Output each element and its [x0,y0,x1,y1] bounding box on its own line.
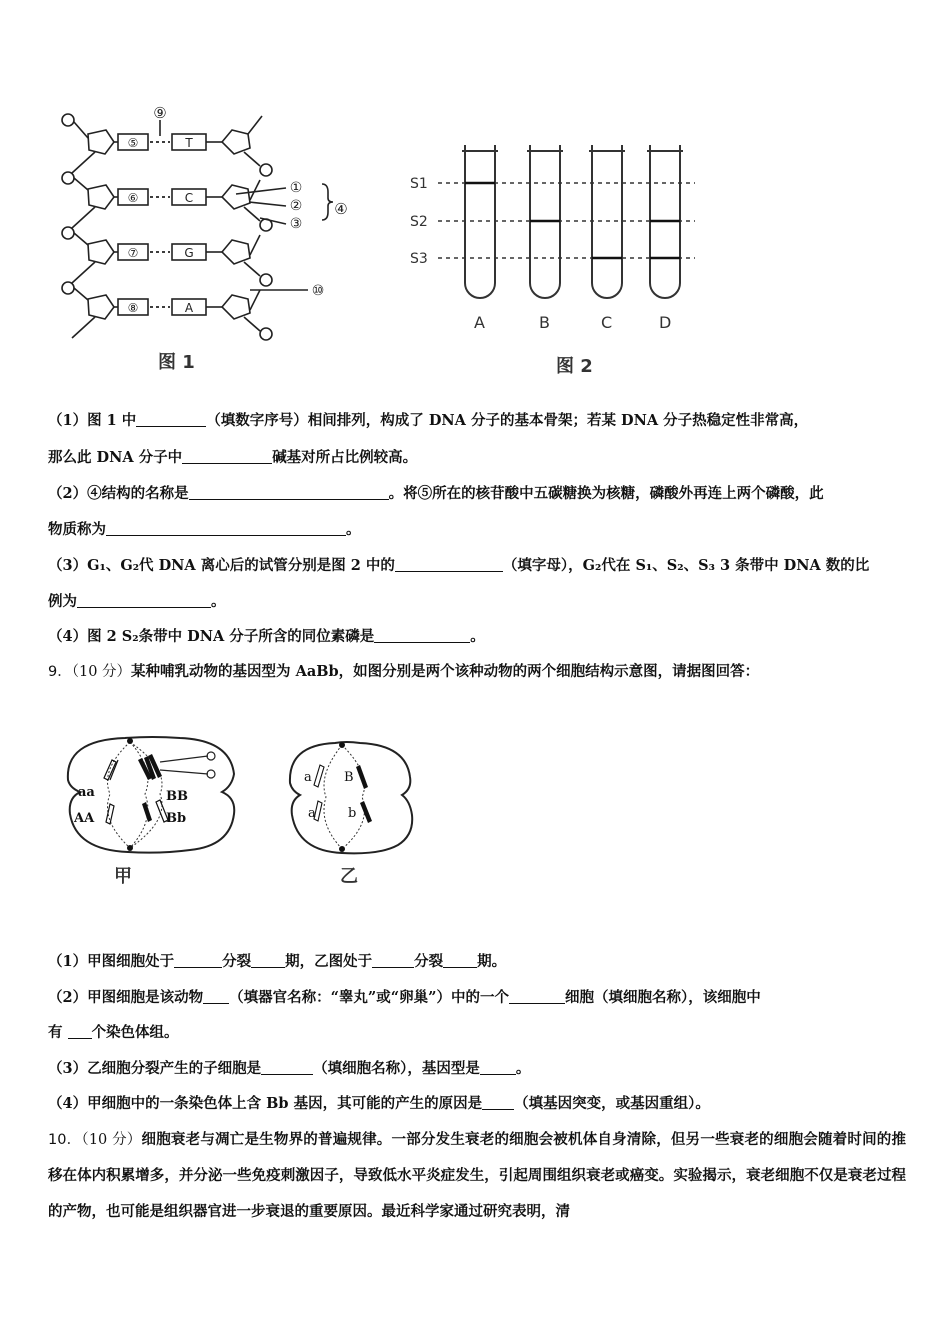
fig1-callout-4: ④ [334,200,348,218]
q9-blank-8[interactable] [261,1059,313,1075]
q9-part2-line2: 有 个染色体组。 [48,1024,179,1041]
q8-part3-line2: 例为 。 [48,593,226,610]
fig1-marker-5: ⑤ [127,136,139,150]
jia-label-bb: Bb [166,811,187,826]
q8-blank-1[interactable] [136,411,206,427]
fig1-callout-3: ③ [289,216,303,232]
fig1-callout-10: ⑩ [311,283,325,299]
q9-blank-10[interactable] [482,1094,514,1110]
yi-label-a-bottom: a [308,806,316,821]
fig1-base-t: T [185,136,193,150]
figure-2-caption: 图 2 [556,356,593,377]
q8-part1-line1: （1）图 1 中 （填数字序号）相间排列，构成了 DNA 分子的基本骨架；若某 DNA 分子热稳定性非常高， [48,412,809,429]
fig1-marker-8: ⑧ [127,301,139,315]
fig1-callout-2: ② [289,198,303,214]
q8-part1-line2: 那么此 DNA 分子中 碱基对所占比例较高。 [48,449,418,466]
figure-yi-cell [280,735,420,860]
q9-blank-5[interactable] [203,988,229,1004]
yi-label-a-top: a [304,770,312,785]
fig2-band-s3: S3 [410,251,428,267]
fig1-base-a: A [184,301,194,315]
figure-jia-cell [60,730,250,860]
fig2-tube-a: A [474,313,485,332]
figure-yi-caption: 乙 [340,866,358,887]
q8-part2-line2: 物质称为 。 [48,521,361,538]
fig1-marker-6: ⑥ [127,191,139,205]
q9-part4: （4）甲细胞中的一条染色体上含 Bb 基因，其可能的产生的原因是 （填基因突变，或基因重组）。 [48,1095,710,1112]
q8-blank-5[interactable] [395,556,503,572]
q9-blank-6[interactable] [509,988,565,1004]
q8-part2-line1: （2）④结构的名称是 。将⑤所在的核苷酸中五碳糖换为核糖，磷酸外再连上两个磷酸，此 [48,485,824,502]
q8-blank-7[interactable] [374,627,470,643]
q9-part3: （3）乙细胞分裂产生的子细胞是 （填细胞名称），基因型是 。 [48,1060,531,1077]
q9-blank-3[interactable] [372,952,414,968]
figure-1-caption: 图 1 [158,352,195,373]
q8-blank-3[interactable] [189,484,389,500]
fig2-band-s2: S2 [410,214,428,230]
q8-blank-4[interactable] [106,520,346,536]
q8-blank-6[interactable] [77,592,211,608]
fig1-callout-1: ① [289,180,303,196]
q8-blank-2[interactable] [182,448,272,464]
q9-blank-1[interactable] [174,952,222,968]
q9-blank-4[interactable] [443,952,477,968]
q10-paragraph: 10．（10 分）细胞衰老与凋亡是生物界的普遍规律。一部分发生衰老的细胞会被机体自身清除，但另一些衰老的细胞会随着时间的推移在体内积累增多，并分泌一些免疫刺激因子，导致低水平炎症发生，引起周围组织衰老或癌变。实验揭示，衰老细胞不仅是衰老过程的产物，也可能是组织器官进一步衰退的重要原因。最近科学家通过研究表明，清 [48,1131,907,1220]
fig1-callout-9: ⑨ [153,104,167,122]
fig2-band-s1: S1 [410,176,428,192]
q9-part1: （1）甲图细胞处于 分裂 期，乙图处于 分裂 期。 [48,953,507,970]
jia-label-bb-upper: BB [166,789,188,804]
q8-part3-line1: （3）G₁、G₂代 DNA 离心后的试管分别是图 2 中的 （填字母），G₂代在 S₁、S₂、S₃ 3 条带中 DNA 数的比 [48,557,870,574]
yi-label-b-lower: b [348,806,357,821]
fig1-base-c: C [184,191,194,205]
q9-blank-7[interactable] [68,1023,92,1039]
fig1-marker-7: ⑦ [127,246,139,260]
fig2-tube-b: B [539,313,550,332]
q9-part2-line1: （2）甲图细胞是该动物 （填器官名称：“睾丸”或“卵巢”）中的一个 细胞（填细胞名称），该细胞中 [48,989,761,1006]
yi-label-b-upper: B [344,770,354,785]
fig2-tube-d: D [659,313,672,332]
jia-label-aa-upper: AA [74,811,95,826]
q9-blank-9[interactable] [480,1059,516,1075]
figure-1-dna-structure [50,100,350,350]
q9-stem: 9．（10 分）某种哺乳动物的基因型为 AaBb，如图分别是两个该种动物的两个细胞结构示意图，请据图回答： [48,663,760,680]
q8-part4: （4）图 2 S₂条带中 DNA 分子所含的同位素磷是 。 [48,628,485,645]
jia-label-aa: aa [78,785,95,800]
q9-blank-2[interactable] [251,952,285,968]
figure-2-centrifuge-tubes [410,135,700,335]
figure-jia-caption: 甲 [114,866,132,887]
fig1-base-g: G [184,246,194,260]
fig2-tube-c: C [601,313,613,332]
